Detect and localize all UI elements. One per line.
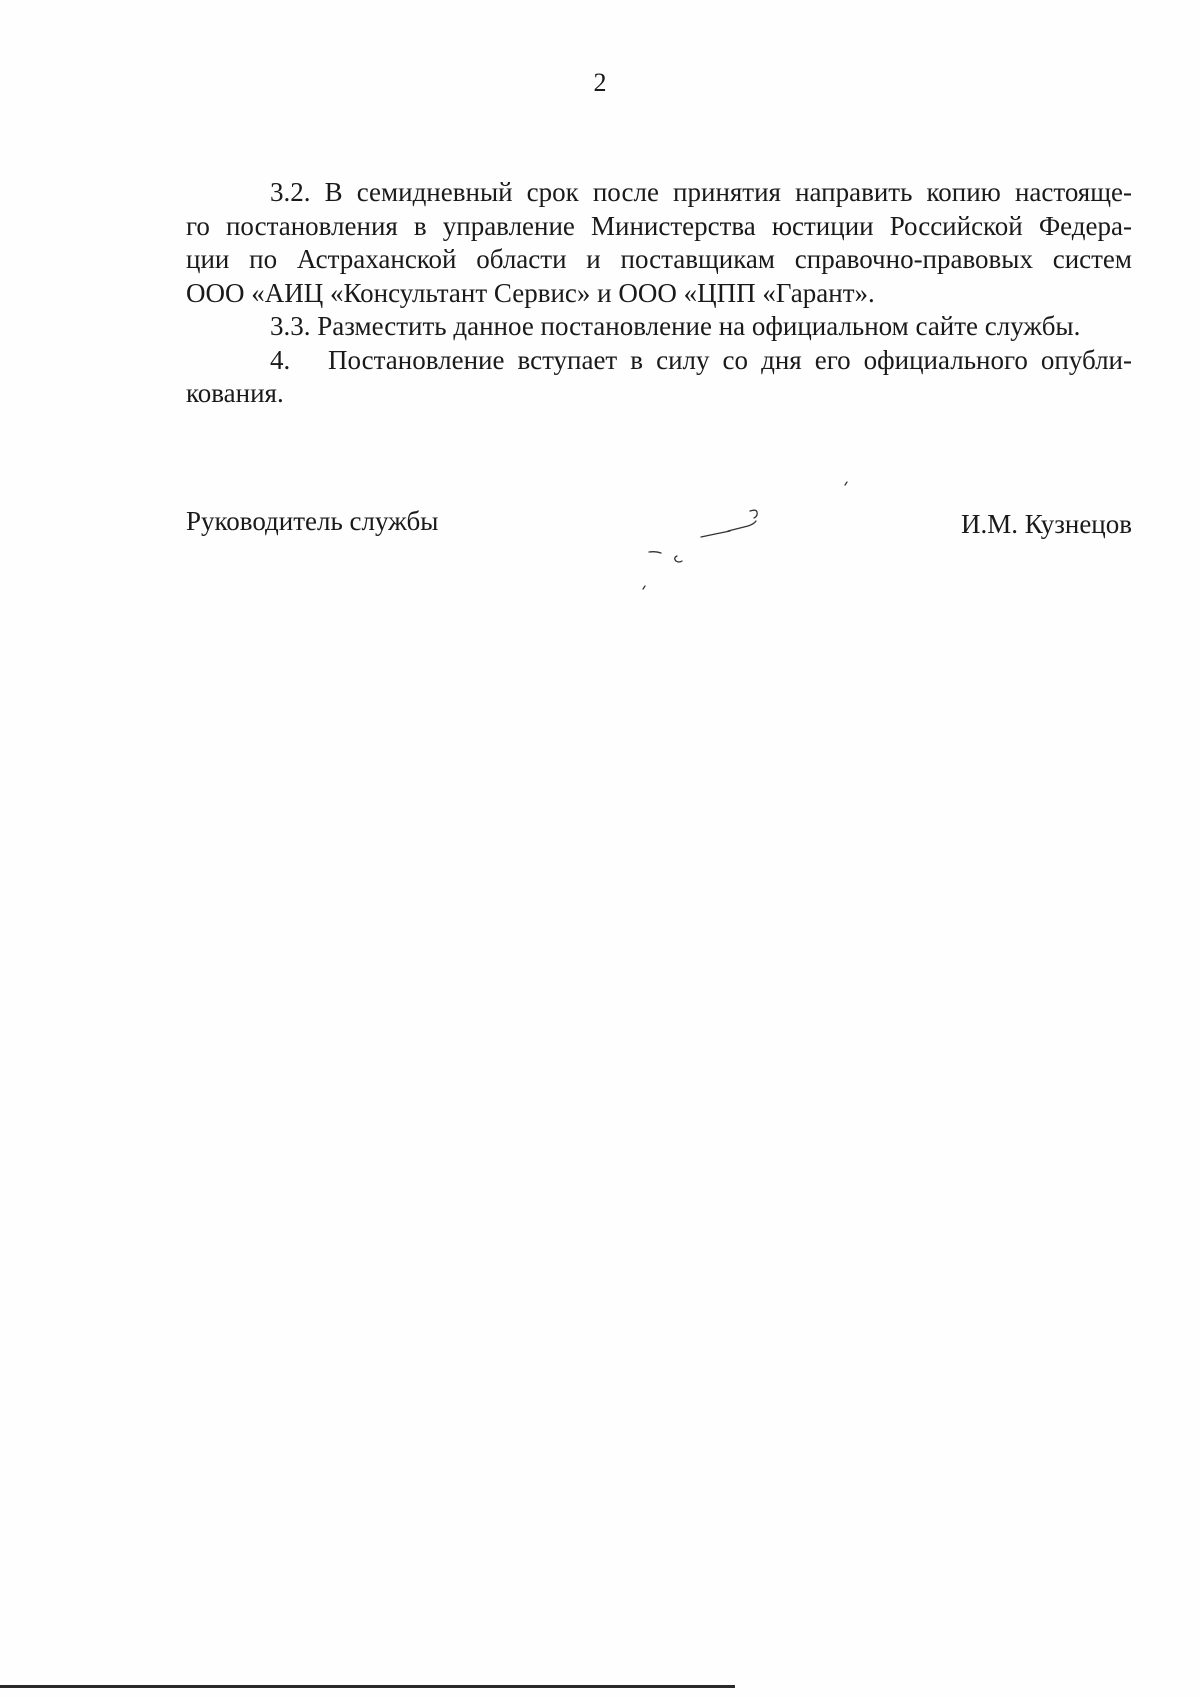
- paragraph-3-2-line: ООО «АИЦ «Консультант Сервис» и ООО «ЦПП «Гарант».: [186, 277, 875, 308]
- paragraph-4-line: кования.: [186, 378, 284, 408]
- signer-position: Руководитель службы: [186, 506, 439, 536]
- paragraph-3-2: [186, 176, 1132, 310]
- paragraph-3-3-text: 3.3. Разместить данное постановление на официальном сайте службы.: [270, 311, 1081, 341]
- paragraph-3-2-line: 3.2. В семидневный срок после принятия направить копию настояще-: [270, 177, 1132, 207]
- paragraph-4-number: 4.: [270, 344, 291, 375]
- paragraph-4: [186, 344, 1132, 411]
- paragraph-3-3: [186, 310, 1132, 344]
- paragraph-4-line: Постановление вступает в силу со дня его официального опубли-: [328, 344, 1132, 375]
- paragraph-3-2-line: го постановления в управление Министерства юстиции Российской Федера-: [186, 210, 1132, 241]
- handwritten-signature: [630, 470, 860, 600]
- paragraph-4-first-line: [186, 344, 1132, 378]
- signer-name: И.М. Кузнецов: [960, 509, 1132, 539]
- page-number: 2: [593, 68, 607, 97]
- document-body: [186, 176, 1132, 411]
- bottom-rule: [0, 1685, 735, 1688]
- paragraph-3-2-line: ции по Астраханской области и поставщикам справочно-правовых систем: [186, 244, 1132, 274]
